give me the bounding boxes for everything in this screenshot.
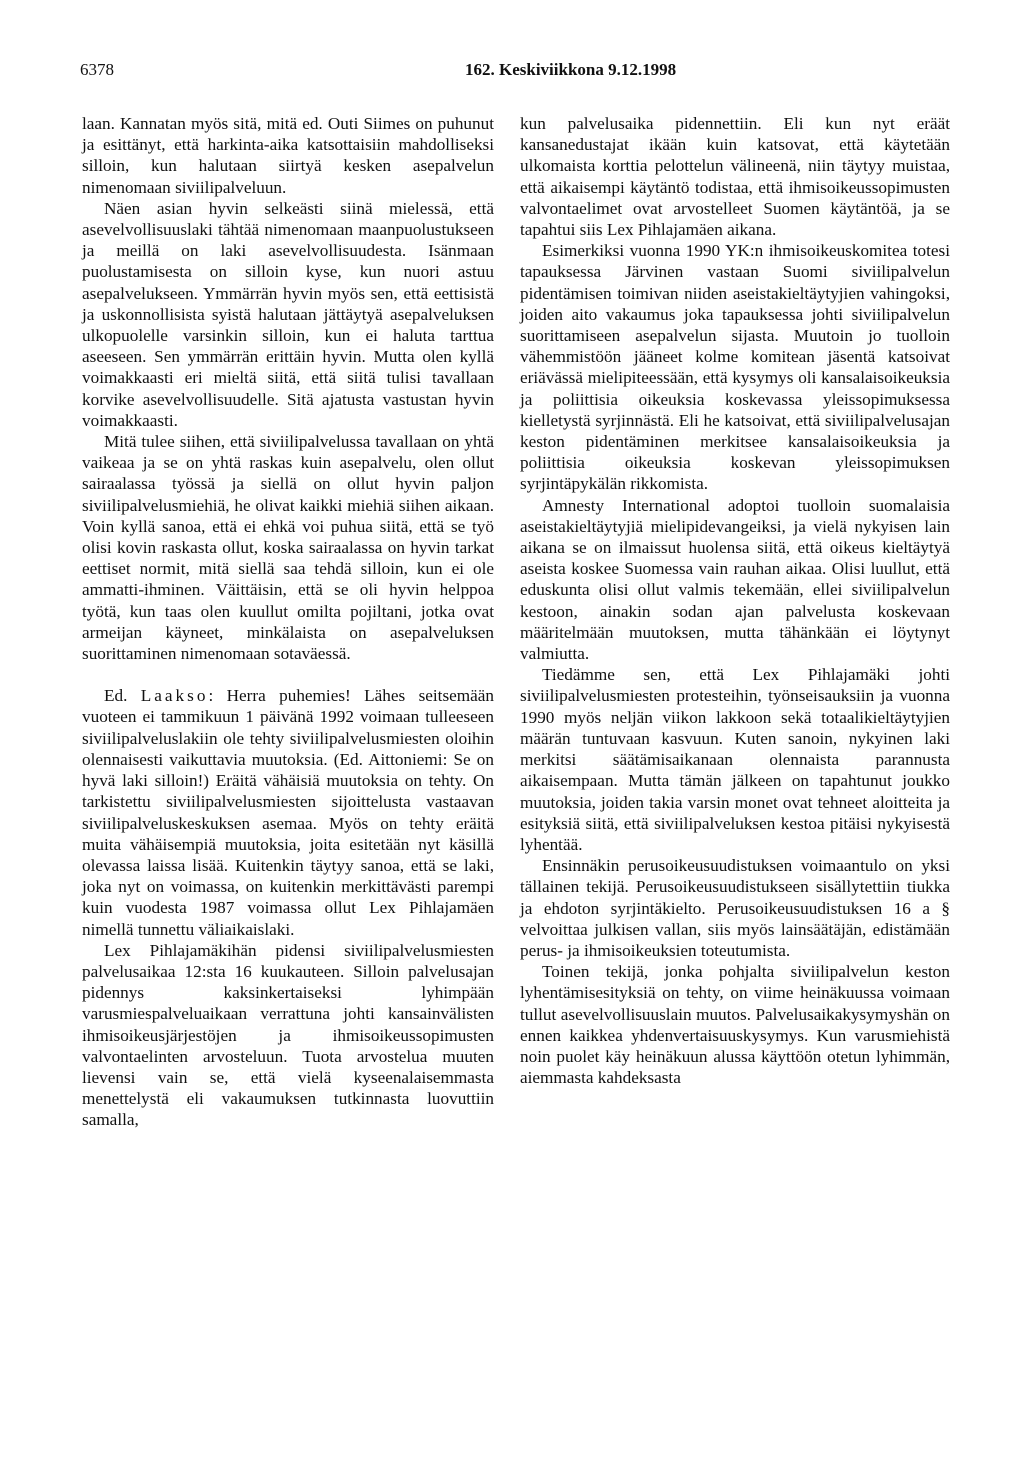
paragraph: Näen asian hyvin selkeästi siinä mielessä, että asevelvollisuuslaki tähtää nimenomaan maanpuolustukseen ja meillä on laki asevelvollisuudesta. Isänmaan puolustamisesta on silloin kyse, kun nuori astuu asepalvelukseen. Ymmärrän hyvin myös sen, että eettisistä ja uskonnollisista syistä halutaan jättäytyä asepalveluksen ulkopuolelle varsinkin silloin, kun ei haluta tarttua aseeseen. Sen ymmärrän erittäin hyvin. Mutta olen kyllä voimakkaasti eri mieltä siitä, että siitä tulisi tavallaan korvike asevelvollisuudelle. Sitä ajatusta vastustan hyvin voimakkaasti. bbox=[82, 198, 494, 430]
paragraph: Ensinnäkin perusoikeusuudistuksen voimaantulo on yksi tällainen tekijä. Perusoikeusuudistukseen sisällytettiin tiukka ja ehdoton syrjintäkielto. Perusoikeusuudistuksen 16 a § velvoittaa julkisen vallan, siis myös lainsäätäjän, edistämään perus- ja ihmisoikeuksien toteutumista. bbox=[520, 856, 950, 960]
paragraph: Lex Pihlajamäkihän pidensi siviilipalvelusmiesten palvelusaikaa 12:sta 16 kuukauteen. Silloin palvelusajan pidennys kaksinkertaiseksi lyhimpään varusmiespalveluaikaan verrattuna johti kansainvälisten ihmisoikeusjärjestöjen ja ihmisoikeussopimusten valvontaelinten arvosteluun. Tuota arvostelua muuten lievensi vain se, että vielä kyseenalaisemmasta menettelystä eli vakaumuksen tutkinnasta luovuttiin samalla, bbox=[82, 940, 494, 1130]
page-header bbox=[80, 60, 950, 84]
paragraph: Amnesty International adoptoi tuolloin suomalaisia aseistakieltäytyjiä mielipidevangeiksi, ja vielä nykyisen lain aikana se on ilmaissut huolensa siitä, että oikeus kieltäytyä aseista koskee Suomessa vain rauhan aikaa. Olisi luullut, että eduskunta olisi ollut valmis tekemään, ellei siviilipalvelun kestoon, ainakin sodan ajan palvelusta koskevaan määritelmään muutoksen, mutta tähänkään ei löytynyt valmiutta. bbox=[520, 495, 950, 664]
paragraph: kun palvelusaika pidennettiin. Eli kun nyt eräät kansanedustajat ikään kuin katsovat, että käytetään ulkomaista korttia pelottelun välineenä, niin täytyy muistaa, että aikaisempi käytäntö todistaa, että ihmisoikeussopimusten valvontaelimet ovat arvostelleet Suomen käytäntöä, ja se tapahtui siis Lex Pihlajamäen aikana. bbox=[520, 114, 950, 240]
paragraph: Tiedämme sen, että Lex Pihlajamäki johti siviilipalvelusmiesten protesteihin, työnseisauksiin ja vuonna 1990 myös neljän viikon lakkoon sekä totaalikieltäytyjien määrän tuntuvaan kasvuun. Kuten sanoin, nykyinen laki merkitsi säätämisaikanaan olennaista parannusta aikaisempaan. Mutta tämän jälkeen on tapahtunut joukko muutoksia, joiden takia varsin monet ovat tehneet aloitteita ja esityksiä siitä, että siviilipalveluksen kestoa pitäisi nykyisestä lyhentää. bbox=[520, 665, 950, 854]
speaker-name: Laakso bbox=[140, 686, 209, 706]
speaker-paragraph bbox=[82, 685, 494, 939]
left-column bbox=[82, 113, 494, 1131]
paragraph: Esimerkiksi vuonna 1990 YK:n ihmisoikeuskomitea totesi tapauksessa Järvinen vastaan Suomi siviilipalvelun pidentämisen toimivan niiden aseistakieltäytyjien vahingoksi, joiden aito vakaumus joka tapauksessa johti siviilipalvelun suorittamiseen asepalvelun sijasta. Muutoin jo tuolloin vähemmistöön jääneet kolme komitean jäsentä katsoivat eriävässä mielipiteessään, että kysymys oli kansalaisoikeuksia ja poliittisia oikeuksia koskevassa yleissopimuksessa kielletystä syrjinnästä. Eli he katsoivat, että siviilipalvelusajan keston pidentäminen merkitsee kansalaisoikeuksia ja poliittisia oikeuksia koskevan yleissopimuksen syrjintäpykälän rikkomista. bbox=[520, 241, 950, 494]
paragraph: laan. Kannatan myös sitä, mitä ed. Outi Siimes on puhunut ja esittänyt, että harkinta-aika katsottaisiin mahdolliseksi silloin, kun halutaan siirtyä kesken asepalvelun nimenomaan siviilipalveluun. bbox=[82, 114, 494, 197]
page-number: 6378 bbox=[80, 60, 114, 79]
right-column bbox=[520, 113, 950, 1088]
speech-text: : Herra puhemies! Lähes seitsemään vuoteen ei tammikuun 1 päivänä 1992 voimaan tulleeseen siviilipalveluslakiin ole tehty siviilipalvelusmiesten oloihin olennaisesti vaikuttavia muutoksia. (Ed. Aittoniemi: Se on hyvä laki silloin!) Eräitä vähäisiä muutoksia on tehty. On tarkistettu siviilipalvelusmiesten sijoittelusta vastaavan siviilipalveluskeskuksen asemaa. Myös on tehty eräitä muita vähäisempiä muutoksia, joita esitetään nyt käsillä olevassa laissa lisää. Kuitenkin täytyy sanoa, että se laki, joka nyt on voimassa, on kuitenkin merkittävästi parempi kuin vuodesta 1987 voimassa ollut Lex Pihlajamäen nimellä tunnettu väliaikaislaki. bbox=[82, 686, 494, 939]
paragraph: Toinen tekijä, jonka pohjalta siviilipalvelun keston lyhentämisesityksiä on tehty, on viime heinäkuussa voimaan tullut asevelvollisuuslain muutos. Palvelusaikakysymyshän on ennen kaikkea yhdenvertaisuuskysymys. Kun varusmiehistä noin puolet käy heinäkuun alussa käyttöön otetun lyhimmän, aiemmasta kahdeksasta bbox=[520, 962, 950, 1088]
speaker-prefix: Ed. bbox=[104, 686, 128, 706]
paragraph: Mitä tulee siihen, että siviilipalvelussa tavallaan on yhtä vaikeaa ja se on yhtä raskas kuin asepalvelu, olen ollut sairaalassa työssä ja siellä on ollut hyvin paljon siviilipalvelusmiehiä, he olivat kaikki miehiä siihen aikaan. Voin kyllä sanoa, että ei ehkä voi puhua siitä, että se työ olisi kovin raskasta ollut, koska sairaalassa on hyvin tarkat eettiset normit, mitä siellä saa tehdä silloin, kun ei ole ammatti-ihminen. Väittäisin, että se oli hyvin helppoa työtä, kun taas olen kuullut omilta pojiltani, jotka ovat armeijan käyneet, minkälaista on asepalveluksen suorittaminen nimenomaan sotaväessä. bbox=[82, 432, 494, 664]
running-title: 162. Keskiviikkona 9.12.1998 bbox=[465, 60, 677, 79]
